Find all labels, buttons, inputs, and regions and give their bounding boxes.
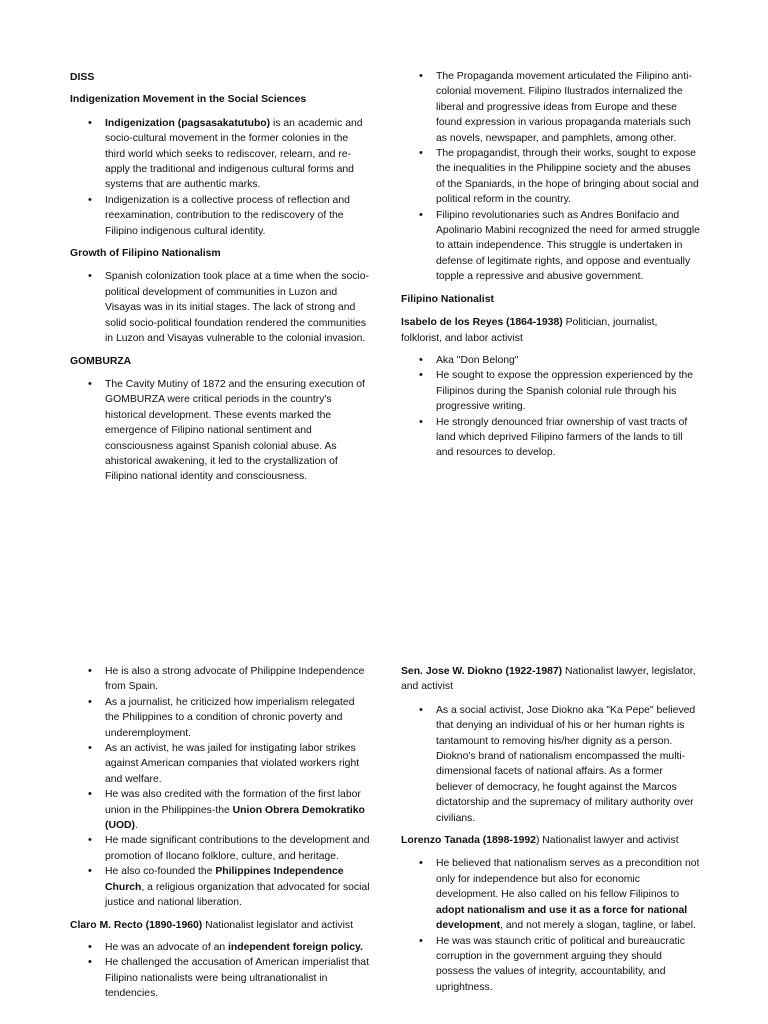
entry-diokno — [401, 664, 701, 695]
section-heading-gomburza: GOMBURZA — [70, 355, 132, 367]
list-item: • The Cavity Mutiny of 1872 and the ensuring execution of GOMBURZA were critical periods in the country's historical development. These events marked the emergence of Filipino national sentiment and consciousness against Spanish colonial abuse. As ahistorical awakening, it led to the crystallization of Filipino national identity and consciousness. — [70, 377, 370, 485]
page2-left-column — [70, 664, 370, 1002]
gomburza-list — [70, 377, 370, 485]
list-item: • He challenged the accusation of American imperialist that Filipino nationalists were being ultranationalist in tendencies. — [70, 955, 370, 1001]
growth-list — [70, 269, 370, 346]
list-item: • He was was staunch critic of political and bureaucratic corruption in the government arguing they should possess the values of integrity, accountability, and uprightness. — [401, 934, 701, 996]
page1-left-column — [70, 70, 370, 485]
term-national-development: adopt nationalism and use it as a force for national development — [436, 904, 688, 932]
page2-right-column — [401, 664, 701, 995]
list-item-text: He was an advocate of an — [105, 941, 229, 953]
list-item — [401, 856, 701, 933]
list-item: • He made significant contributions to the development and promotion of Ilocano folklore, culture, and heritage. — [70, 833, 370, 864]
list-item: • Spanish colonization took place at a time when the socio-political development of communities in Luzon and Visayas was in its initial stages. The lack of strong and solid socio-political foundation rendered the communities in Luzon and Visayas vulnerable to the colonial invasion. — [70, 269, 370, 346]
propaganda-list — [401, 69, 701, 285]
list-item: • The propagandist, through their works, sought to expose the inequalities in the Philippine society and the abuses of the Spaniards, in the hope of bringing about social and political reform in the country. — [401, 146, 701, 208]
list-item: • He sought to expose the oppression experienced by the Filipinos during the Spanish colonial rule through his progressive writing. — [401, 368, 701, 414]
list-item: • Indigenization is a collective process of reflection and reexamination, contribution to the rediscovery of the Filipino indigenous cultural identity. — [70, 193, 370, 239]
indigenization-list — [70, 116, 370, 239]
doc-label: DISS — [70, 72, 95, 83]
entry-delosreyes — [401, 315, 701, 346]
term-foreign-policy: independent foreign policy. — [228, 941, 363, 953]
list-item-text: , a religious organization that advocated for social justice and national liberation. — [105, 881, 370, 909]
list-item-text: He was also credited with the formation of the first labor union in the Philippines-the — [105, 789, 361, 816]
list-item: • As a social activist, Jose Diokno aka "Ka Pepe" believed that denying an individual of his or her human rights is tantamount to removing his/her dignity as a person. Diokno's brand of nationalism encompassed the multi-dimensional facets of national affairs. As a former believer of democracy, he fought against the Marcos dictatorship and the supremacy of military authority over civilians. — [401, 703, 701, 826]
list-item: • He is also a strong advocate of Philippine Independence from Spain. — [70, 664, 370, 695]
section-heading-nationalist: Filipino Nationalist — [401, 293, 494, 305]
person-name: Sen. Jose W. Diokno (1922-1987) — [401, 666, 563, 677]
term-independence-church: Philippines Independence Church — [105, 866, 344, 893]
page1-right-column — [401, 69, 701, 461]
diokno-list — [401, 703, 701, 826]
list-item: • Aka "Don Belong" — [401, 353, 701, 368]
list-item-text: is an academic and socio-cultural movement in the former colonies in the third world which seeks to rediscover, relearn, and re-apply the traditional and indigenous cultural forms and systems that are authentic marks. — [105, 117, 363, 191]
entry-recto — [70, 918, 370, 933]
list-item: • As a journalist, he criticized how imperialism relegated the Philippines to a condition of chronic poverty and underemployment. — [70, 695, 370, 741]
person-description: Nationalist legislator and activist — [202, 919, 353, 931]
entry-tanada — [401, 833, 701, 848]
delosreyes-continued-list — [70, 664, 370, 911]
person-description: ) Nationalist lawyer and activist — [535, 835, 679, 847]
list-item: • As an activist, he was jailed for instigating labor strikes against American companies that violated workers right and welfare. — [70, 741, 370, 787]
person-description: Nationalist lawyer, legislator, and activist — [401, 666, 696, 693]
person-description: Politician, journalist, folklorist, and labor activist — [401, 317, 658, 344]
section-heading-indigenization: Indigenization Movement in the Social Sciences — [70, 94, 307, 106]
list-item — [70, 787, 370, 833]
list-item — [70, 864, 370, 910]
list-item-text: , and not merely a slogan, tagline, or label. — [500, 920, 696, 932]
person-name: Isabelo de los Reyes (1864-1938) — [401, 317, 563, 329]
list-item — [70, 940, 370, 955]
list-item: • He strongly denounced friar ownership of vast tracts of land which deprived Filipino farmers of the lands to till and resources to develop. — [401, 415, 701, 461]
list-item-text: . — [135, 820, 138, 832]
recto-list — [70, 940, 370, 1002]
list-item: • The Propaganda movement articulated the Filipino anti-colonial movement. Filipino Ilustrados internalized the liberal and progressive ideas from Europe and these found expression in various propaganda materials such as novels, newspaper, and pamphlets, among other. — [401, 69, 701, 146]
list-item — [70, 116, 370, 193]
list-item-text: He also co-founded the — [105, 866, 216, 878]
section-heading-growth: Growth of Filipino Nationalism — [70, 248, 221, 260]
person-name: Claro M. Recto (1890-1960) — [70, 919, 203, 931]
tanada-list — [401, 856, 701, 995]
term-indigenization: Indigenization (pagsasakatutubo) — [105, 117, 271, 129]
person-name: Lorenzo Tanada (1898-1992 — [401, 835, 536, 847]
term-uod: Union Obrera Demokratiko (UOD) — [105, 804, 365, 832]
list-item-text: He believed that nationalism serves as a precondition not only for independence but also for economic development. He also called on his fellow Filipinos to — [436, 858, 700, 901]
delosreyes-list — [401, 353, 701, 461]
list-item: • Filipino revolutionaries such as Andres Bonifacio and Apolinario Mabini recognized the need for armed struggle to attain independence. This struggle is undertaken in defense of legitimate rights, and oppose and eventually topple a repressive and abusive government. — [401, 208, 701, 285]
